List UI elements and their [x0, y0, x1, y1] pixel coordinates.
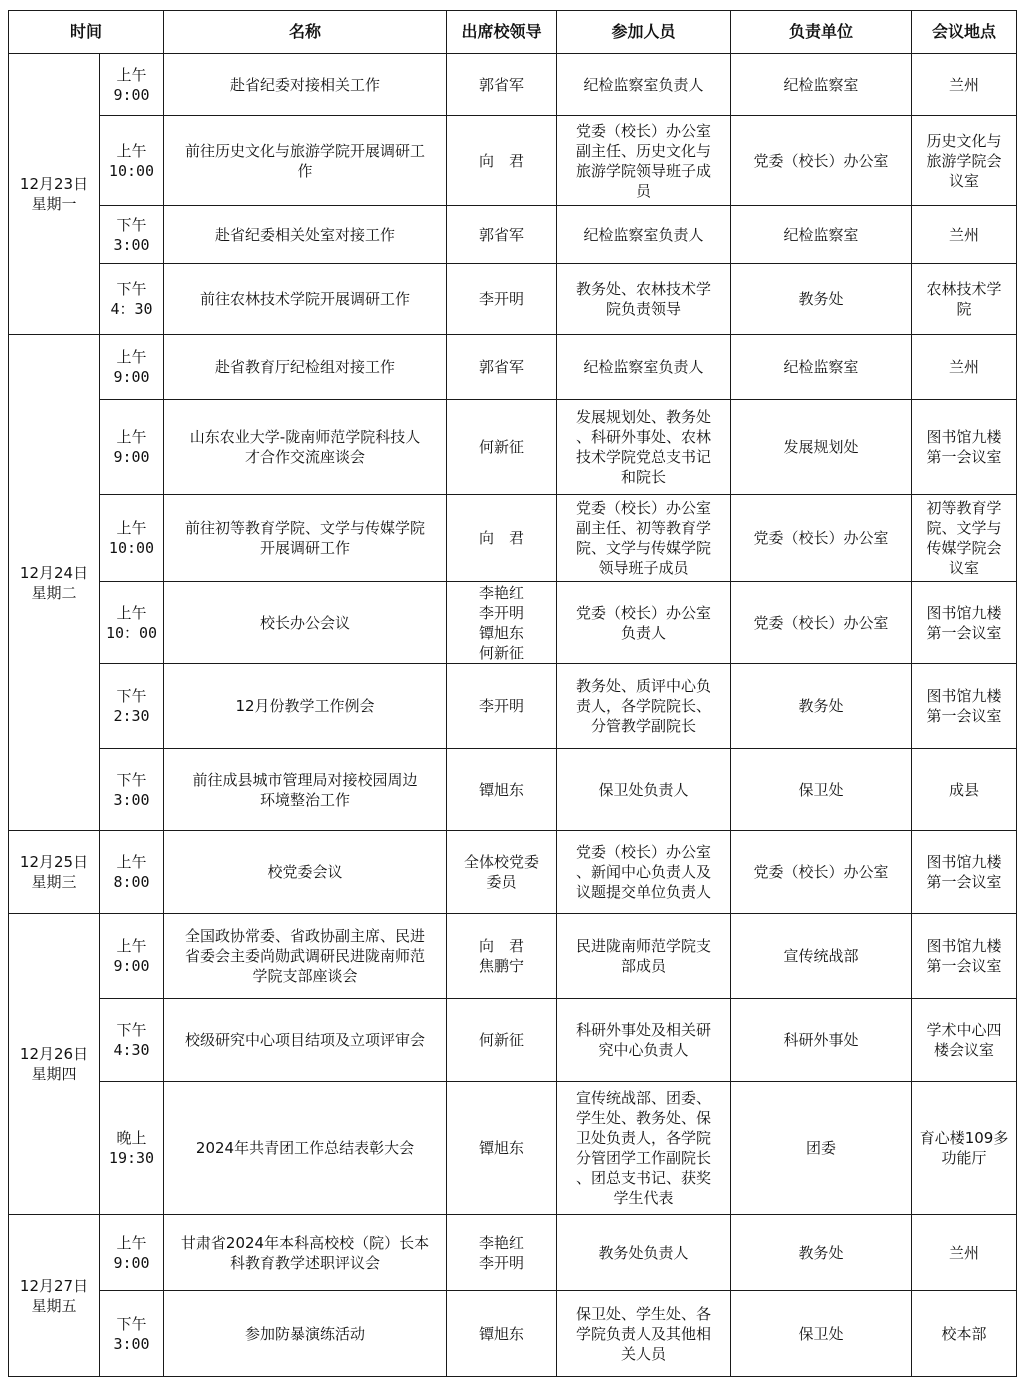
name-cell-line: 前往初等教育学院、文学与传媒学院 [185, 519, 426, 537]
name-cell-line: 前往农林技术学院开展调研工作 [200, 290, 411, 308]
leader-cell-line: 李开明 [479, 697, 525, 715]
leader-cell-line: 镡旭东 [479, 623, 525, 642]
participants-cell-line: 责人，各学院院长、 [576, 697, 712, 715]
name-cell-line: 全国政协常委、省政协副主席、民进 [185, 927, 426, 945]
participants-cell-line: 副主任、历史文化与 [576, 141, 712, 160]
name-cell [164, 1291, 447, 1377]
location-cell [912, 206, 1017, 264]
participants-cell-line: 院负责领导 [606, 300, 682, 318]
time-cell-line: 9:00 [113, 957, 150, 975]
name-cell [164, 335, 447, 400]
participants-cell-line: 党委（校长）办公室 [576, 499, 712, 517]
header-leader: 出席校领导 [447, 11, 557, 54]
unit-cell-line: 纪检监察室 [783, 75, 859, 94]
table-row [9, 914, 1017, 999]
date-cell-line: 12月26日 [19, 1045, 89, 1063]
unit-cell-line: 党委（校长）办公室 [753, 151, 889, 170]
time-cell [100, 206, 164, 264]
participants-cell-line: 领导班子成员 [598, 559, 689, 577]
name-cell-line: 校长办公会议 [260, 613, 351, 632]
location-cell [912, 116, 1017, 206]
time-cell-line: 上午 [116, 1233, 147, 1252]
date-cell-line: 星期四 [31, 1065, 77, 1083]
participants-cell-line: 保卫处、学生处、各 [576, 1304, 712, 1323]
location-cell-line: 初等教育学 [926, 499, 1002, 517]
time-cell-line: 上午 [116, 65, 147, 84]
name-cell-line: 科教育教学述职评议会 [230, 1253, 381, 1272]
name-cell-line: 校级研究中心项目结项及立项评审会 [185, 1031, 426, 1049]
table-row [9, 400, 1017, 495]
participants-cell-line: 科研外事处及相关研 [576, 1021, 712, 1039]
unit-cell-line: 教务处 [798, 290, 844, 308]
leader-cell [447, 1291, 557, 1377]
participants-cell-line: 党委（校长）办公室 [576, 843, 712, 861]
leader-cell-line: 李开明 [479, 290, 525, 308]
unit-cell [731, 116, 912, 206]
name-cell-line: 省委会主委尚勋武调研民进陇南师范 [185, 947, 426, 965]
time-cell-line: 上午 [116, 141, 147, 160]
unit-cell [731, 664, 912, 749]
name-cell-line: 开展调研工作 [260, 539, 351, 557]
table-row [9, 116, 1017, 206]
time-cell-line: 晚上 [116, 1129, 147, 1147]
location-cell [912, 1082, 1017, 1215]
name-cell-line: 赴省纪委相关处室对接工作 [215, 225, 396, 244]
name-cell-line: 学院支部座谈会 [252, 967, 358, 985]
unit-cell [731, 1082, 912, 1215]
participants-cell [557, 264, 731, 335]
name-cell [164, 116, 447, 206]
participants-cell-line: 纪检监察室负责人 [583, 75, 704, 94]
location-cell-line: 议室 [949, 171, 980, 190]
location-cell [912, 749, 1017, 831]
time-cell-line: 下午 [116, 215, 147, 234]
name-cell [164, 749, 447, 831]
unit-cell [731, 400, 912, 495]
name-cell-line: 山东农业大学-陇南师范学院科技人 [189, 428, 421, 446]
date-cell [9, 831, 100, 914]
time-cell-line: 下午 [116, 770, 147, 789]
name-cell [164, 1082, 447, 1215]
leader-cell-line: 向 君 [479, 937, 525, 955]
time-cell-line: 9:00 [113, 448, 150, 466]
participants-cell-line: 和院长 [621, 468, 667, 486]
unit-cell [731, 335, 912, 400]
location-cell-line: 兰州 [949, 358, 980, 376]
time-cell [100, 400, 164, 495]
participants-cell-line: 关人员 [621, 1344, 667, 1363]
location-cell-line: 第一会议室 [926, 957, 1002, 975]
unit-cell [731, 582, 912, 664]
name-cell-line: 参加防暴演练活动 [245, 1324, 366, 1343]
leader-cell-line: 向 君 [479, 529, 525, 547]
leader-cell-line: 何新征 [479, 643, 525, 662]
time-cell-line: 上午 [116, 603, 147, 622]
time-cell-line: 下午 [116, 1021, 147, 1039]
unit-cell-line: 科研外事处 [783, 1031, 859, 1049]
unit-cell [731, 495, 912, 582]
time-cell [100, 831, 164, 914]
name-cell-line: 赴省教育厅纪检组对接工作 [215, 358, 396, 376]
name-cell-line: 2024年共青团工作总结表彰大会 [195, 1139, 415, 1157]
name-cell-line: 甘肃省2024年本科高校校（院）长本 [180, 1233, 430, 1252]
participants-cell-line: 发展规划处、教务处 [576, 408, 712, 426]
participants-cell-line: 旅游学院领导班子成 [576, 161, 712, 180]
table-row [9, 54, 1017, 116]
table-row [9, 206, 1017, 264]
table-row [9, 1082, 1017, 1215]
name-cell [164, 264, 447, 335]
time-cell-line: 下午 [116, 687, 147, 705]
date-cell [9, 54, 100, 335]
unit-cell-line: 党委（校长）办公室 [753, 529, 889, 547]
table-row [9, 1291, 1017, 1377]
date-cell-line: 12月25日 [19, 853, 89, 871]
participants-cell-line: 技术学院党总支书记 [576, 448, 712, 466]
leader-cell [447, 335, 557, 400]
participants-cell [557, 1215, 731, 1291]
time-cell [100, 1291, 164, 1377]
table-row [9, 264, 1017, 335]
name-cell-line: 环境整治工作 [260, 790, 351, 809]
name-cell [164, 1215, 447, 1291]
unit-cell-line: 纪检监察室 [783, 225, 859, 244]
location-cell [912, 54, 1017, 116]
leader-cell-line: 向 君 [479, 151, 525, 170]
date-cell-line: 12月27日 [19, 1276, 89, 1295]
leader-cell [447, 495, 557, 582]
location-cell-line: 第一会议室 [926, 873, 1002, 891]
name-cell [164, 831, 447, 914]
location-cell-line: 育心楼109多 [919, 1129, 1009, 1147]
name-cell [164, 206, 447, 264]
participants-cell-line: 保卫处负责人 [598, 780, 689, 799]
unit-cell [731, 831, 912, 914]
leader-cell-line: 委员 [486, 873, 517, 891]
name-cell [164, 664, 447, 749]
name-cell-line: 赴省纪委对接相关工作 [230, 75, 381, 94]
participants-cell-line: 分管团学工作副院长 [576, 1149, 712, 1167]
leader-cell-line: 郭省军 [479, 75, 525, 94]
date-cell-line: 星期三 [31, 873, 77, 891]
participants-cell-line: 民进陇南师范学院支 [576, 937, 712, 955]
participants-cell-line: 宣传统战部、团委、 [576, 1089, 712, 1107]
unit-cell-line: 保卫处 [798, 1324, 844, 1343]
leader-cell-line: 何新征 [479, 438, 525, 456]
location-cell-line: 兰州 [949, 75, 980, 94]
participants-cell [557, 400, 731, 495]
time-cell [100, 335, 164, 400]
unit-cell-line: 党委（校长）办公室 [753, 613, 889, 632]
leader-cell-line: 李艳红 [479, 583, 525, 602]
time-cell [100, 264, 164, 335]
location-cell [912, 1291, 1017, 1377]
location-cell-line: 历史文化与 [926, 131, 1002, 150]
time-cell [100, 116, 164, 206]
participants-cell-line: 、团总支书记、获奖 [576, 1169, 712, 1187]
participants-cell [557, 495, 731, 582]
unit-cell [731, 54, 912, 116]
time-cell-line: 3:00 [113, 790, 150, 809]
location-cell [912, 495, 1017, 582]
participants-cell [557, 1082, 731, 1215]
time-cell-line: 9:00 [113, 368, 150, 386]
participants-cell-line: 、科研外事处、农林 [576, 428, 712, 446]
leader-cell-line: 镡旭东 [479, 1139, 525, 1157]
leader-cell [447, 54, 557, 116]
leader-cell-line: 焦鹏宁 [479, 957, 525, 975]
location-cell-line: 功能厅 [941, 1149, 987, 1167]
participants-cell [557, 335, 731, 400]
leader-cell [447, 1082, 557, 1215]
unit-cell-line: 宣传统战部 [783, 947, 859, 965]
participants-cell-line: 分管教学副院长 [591, 717, 697, 735]
participants-cell [557, 914, 731, 999]
leader-cell-line: 郭省军 [479, 358, 525, 376]
participants-cell-line: 副主任、初等教育学 [576, 519, 712, 537]
date-cell-line: 12月24日 [19, 563, 89, 582]
unit-cell-line: 党委（校长）办公室 [753, 863, 889, 881]
table-row [9, 831, 1017, 914]
leader-cell-line: 李开明 [479, 1253, 525, 1272]
leader-cell [447, 999, 557, 1082]
time-cell-line: 10：00 [105, 623, 158, 642]
participants-cell-line: 纪检监察室负责人 [583, 358, 704, 376]
location-cell [912, 400, 1017, 495]
date-cell [9, 1215, 100, 1377]
time-cell-line: 上午 [116, 853, 147, 871]
name-cell [164, 582, 447, 664]
location-cell [912, 664, 1017, 749]
participants-cell-line: 究中心负责人 [598, 1041, 689, 1059]
table-row [9, 749, 1017, 831]
table-row [9, 335, 1017, 400]
location-cell-line: 楼会议室 [934, 1041, 995, 1059]
header-row [9, 11, 1017, 54]
time-cell-line: 上午 [116, 519, 147, 537]
location-cell-line: 校本部 [941, 1324, 987, 1343]
name-cell-line: 才合作交流座谈会 [245, 448, 366, 466]
leader-cell [447, 749, 557, 831]
time-cell-line: 2:30 [113, 707, 150, 725]
unit-cell-line: 发展规划处 [783, 438, 859, 456]
participants-cell-line: 议题提交单位负责人 [576, 883, 712, 901]
leader-cell-line: 郭省军 [479, 225, 525, 244]
header-name: 名称 [164, 11, 447, 54]
name-cell-line: 作 [297, 161, 313, 180]
unit-cell [731, 1291, 912, 1377]
leader-cell [447, 116, 557, 206]
location-cell-line: 图书馆九楼 [926, 603, 1002, 622]
participants-cell [557, 206, 731, 264]
table-row [9, 495, 1017, 582]
table-row [9, 664, 1017, 749]
time-cell-line: 9:00 [113, 85, 150, 104]
leader-cell [447, 206, 557, 264]
time-cell [100, 54, 164, 116]
participants-cell [557, 116, 731, 206]
leader-cell-line: 何新征 [479, 1031, 525, 1049]
name-cell-line: 前往成县城市管理局对接校园周边 [192, 770, 418, 789]
time-cell [100, 1082, 164, 1215]
participants-cell-line: 教务处、质评中心负 [576, 677, 712, 695]
time-cell [100, 749, 164, 831]
time-cell-line: 10:00 [108, 539, 155, 557]
unit-cell-line: 教务处 [798, 1243, 844, 1262]
participants-cell [557, 749, 731, 831]
leader-cell [447, 914, 557, 999]
unit-cell [731, 749, 912, 831]
participants-cell [557, 831, 731, 914]
time-cell [100, 914, 164, 999]
unit-cell [731, 914, 912, 999]
location-cell-line: 兰州 [949, 225, 980, 244]
table-row [9, 999, 1017, 1082]
leader-cell-line: 镡旭东 [479, 1324, 525, 1343]
time-cell [100, 999, 164, 1082]
location-cell-line: 图书馆九楼 [926, 937, 1002, 955]
participants-cell-line: 部成员 [621, 957, 667, 975]
location-cell-line: 图书馆九楼 [926, 853, 1002, 871]
time-cell-line: 10:00 [108, 161, 155, 180]
time-cell-line: 19:30 [108, 1149, 155, 1167]
participants-cell [557, 999, 731, 1082]
unit-cell-line: 保卫处 [798, 780, 844, 799]
leader-cell-line: 李开明 [479, 603, 525, 622]
date-cell [9, 335, 100, 831]
location-cell-line: 兰州 [949, 1243, 980, 1262]
date-cell-line: 12月23日 [19, 175, 89, 193]
unit-cell-line: 教务处 [798, 697, 844, 715]
location-cell [912, 831, 1017, 914]
participants-cell [557, 582, 731, 664]
time-cell [100, 495, 164, 582]
time-cell [100, 664, 164, 749]
participants-cell-line: 学院负责人及其他相 [576, 1324, 712, 1343]
participants-cell [557, 54, 731, 116]
location-cell-line: 第一会议室 [926, 623, 1002, 642]
header-location: 会议地点 [912, 11, 1017, 54]
time-cell-line: 上午 [116, 937, 147, 955]
name-cell [164, 54, 447, 116]
participants-cell-line: 、新闻中心负责人及 [576, 863, 712, 881]
time-cell-line: 上午 [116, 348, 147, 366]
time-cell-line: 4:30 [113, 1041, 150, 1059]
participants-cell-line: 负责人 [621, 623, 667, 642]
location-cell-line: 第一会议室 [926, 448, 1002, 466]
name-cell-line: 前往历史文化与旅游学院开展调研工 [185, 141, 426, 160]
location-cell [912, 914, 1017, 999]
time-cell [100, 1215, 164, 1291]
leader-cell-line: 镡旭东 [479, 780, 525, 799]
location-cell-line: 传媒学院会 [926, 539, 1002, 557]
time-cell [100, 582, 164, 664]
table-row [9, 1215, 1017, 1291]
leader-cell [447, 664, 557, 749]
location-cell [912, 264, 1017, 335]
location-cell-line: 院 [956, 300, 972, 318]
leader-cell-line: 全体校党委 [464, 853, 540, 871]
participants-cell [557, 664, 731, 749]
participants-cell-line: 纪检监察室负责人 [583, 225, 704, 244]
participants-cell-line: 党委（校长）办公室 [576, 603, 712, 622]
location-cell [912, 335, 1017, 400]
schedule-table [8, 10, 1017, 1377]
time-cell-line: 8:00 [113, 873, 150, 891]
participants-cell-line: 学生代表 [613, 1189, 674, 1207]
unit-cell [731, 1215, 912, 1291]
participants-cell-line: 员 [636, 181, 652, 200]
header-time: 时间 [9, 11, 164, 54]
leader-cell [447, 582, 557, 664]
time-cell-line: 上午 [116, 428, 147, 446]
participants-cell [557, 1291, 731, 1377]
location-cell-line: 图书馆九楼 [926, 428, 1002, 446]
time-cell-line: 下午 [116, 280, 147, 298]
unit-cell [731, 999, 912, 1082]
date-cell [9, 914, 100, 1215]
location-cell [912, 1215, 1017, 1291]
location-cell-line: 议室 [949, 559, 980, 577]
unit-cell [731, 206, 912, 264]
unit-cell-line: 团委 [806, 1139, 837, 1157]
name-cell [164, 914, 447, 999]
unit-cell [731, 264, 912, 335]
leader-cell [447, 1215, 557, 1291]
time-cell-line: 3:00 [113, 1334, 150, 1353]
participants-cell-line: 卫处负责人，各学院 [576, 1129, 712, 1147]
leader-cell [447, 400, 557, 495]
location-cell-line: 第一会议室 [926, 707, 1002, 725]
name-cell-line: 校党委会议 [267, 863, 343, 881]
location-cell-line: 旅游学院会 [926, 151, 1002, 170]
participants-cell-line: 院、文学与传媒学院 [576, 539, 712, 557]
name-cell [164, 495, 447, 582]
name-cell [164, 400, 447, 495]
location-cell [912, 999, 1017, 1082]
location-cell-line: 图书馆九楼 [926, 687, 1002, 705]
leader-cell [447, 264, 557, 335]
name-cell [164, 999, 447, 1082]
header-unit: 负责单位 [731, 11, 912, 54]
header-participants: 参加人员 [557, 11, 731, 54]
name-cell-line: 12月份教学工作例会 [235, 697, 375, 715]
leader-cell-line: 李艳红 [479, 1233, 525, 1252]
location-cell [912, 582, 1017, 664]
time-cell-line: 4：30 [110, 300, 153, 318]
time-cell-line: 下午 [116, 1314, 147, 1333]
participants-cell-line: 教务处、农林技术学 [576, 280, 712, 298]
participants-cell-line: 教务处负责人 [598, 1243, 689, 1262]
participants-cell-line: 学生处、教务处、保 [576, 1109, 712, 1127]
location-cell-line: 院、文学与 [926, 519, 1002, 537]
date-cell-line: 星期五 [31, 1296, 77, 1315]
unit-cell-line: 纪检监察室 [783, 358, 859, 376]
table-row [9, 582, 1017, 664]
leader-cell [447, 831, 557, 914]
location-cell-line: 农林技术学 [926, 280, 1002, 298]
location-cell-line: 学术中心四 [926, 1021, 1002, 1039]
schedule-body [9, 54, 1017, 1377]
date-cell-line: 星期二 [31, 583, 77, 602]
participants-cell-line: 党委（校长）办公室 [576, 121, 712, 140]
time-cell-line: 3:00 [113, 235, 150, 254]
time-cell-line: 9:00 [113, 1253, 150, 1272]
date-cell-line: 星期一 [31, 195, 77, 213]
location-cell-line: 成县 [949, 780, 980, 799]
